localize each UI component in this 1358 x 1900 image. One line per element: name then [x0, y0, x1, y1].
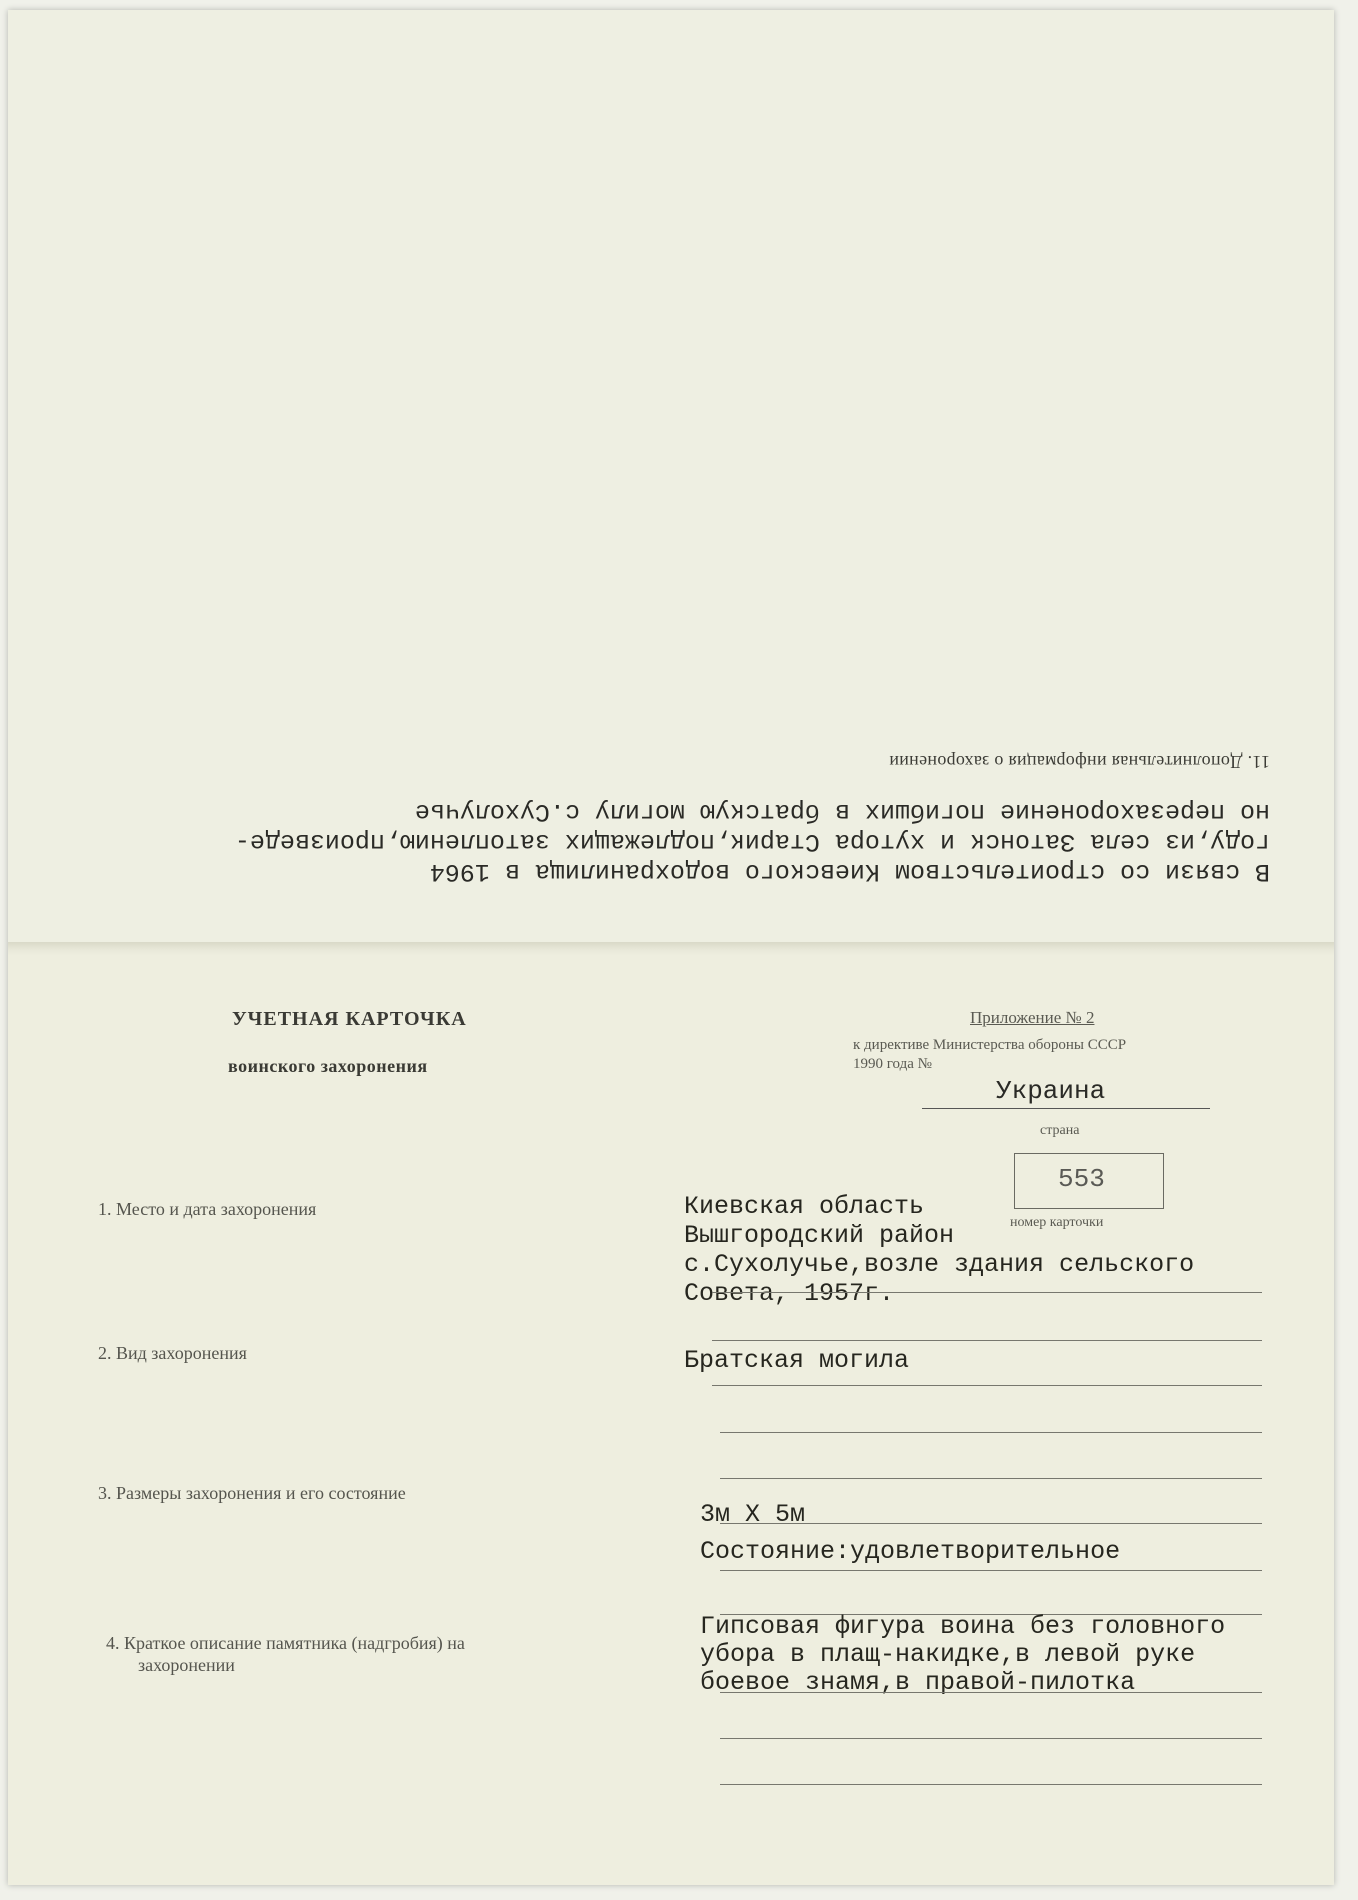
field-1-label: 1. Место и дата захоронения — [98, 1199, 317, 1219]
field-4-rule — [720, 1738, 1262, 1739]
field-2-rule — [720, 1432, 1262, 1433]
field-1-rule — [712, 1292, 1262, 1293]
paper-fold — [8, 942, 1334, 956]
field-1-line: Вышгородский район — [684, 1221, 955, 1250]
field-3-rule — [720, 1523, 1262, 1524]
directive-line: 1990 года № — [853, 1056, 932, 1072]
country-label: страна — [1040, 1123, 1080, 1138]
additional-info-line: В связи со строительством Киевского водохранилища в 1964 — [429, 857, 1270, 886]
field-2-rule — [712, 1385, 1262, 1386]
field-3-rule — [720, 1570, 1262, 1571]
field-2-rule — [720, 1478, 1262, 1479]
field-1-line: Киевская область — [684, 1192, 925, 1221]
field-4-line: убора в плащ-накидке,в левой руке — [700, 1640, 1196, 1669]
field-1-line: с.Сухолучье,возле здания сельского — [684, 1250, 1195, 1279]
field-4-label-cont: захоронении — [138, 1655, 235, 1675]
field-4-label: 4. Краткое описание памятника (надгробия) на — [106, 1633, 465, 1653]
country-underline — [922, 1108, 1210, 1109]
additional-info-title: 11. Дополнительная информация о захоронении — [889, 752, 1270, 772]
additional-info-line: году,из села Затонск и хутора Старик,подлежащих затоплению,произведе- — [234, 827, 1270, 856]
directive-text — [853, 1036, 1126, 1074]
card-title: УЧЕТНАЯ КАРТОЧКА — [232, 1008, 467, 1030]
field-4-rule — [720, 1692, 1262, 1693]
additional-info-text — [235, 796, 1300, 886]
card-number-label: номер карточки — [1010, 1215, 1104, 1230]
field-4-rule — [720, 1784, 1262, 1785]
field-2-value: Братская могила — [684, 1346, 910, 1375]
card-number: 553 — [1058, 1164, 1105, 1194]
field-3-size: 3м Х 5м — [700, 1500, 806, 1529]
field-3-label: 3. Размеры захоронения и его состояние — [98, 1483, 406, 1503]
directive-line: к директиве Министерства обороны СССР — [853, 1037, 1127, 1053]
field-4-line: боевое знамя,в правой-пилотка — [700, 1668, 1136, 1697]
field-2-label: 2. Вид захоронения — [98, 1343, 247, 1363]
field-1-line: Совета, 1957г. — [684, 1279, 895, 1308]
field-3-state: Состояние:удовлетворительное — [700, 1537, 1121, 1566]
country-value: Украина — [996, 1076, 1106, 1106]
appendix-label: Приложение № 2 — [970, 1008, 1095, 1027]
upside-down-section — [30, 700, 1300, 900]
additional-info-line: но перезахоронение погибших в братскую могилу с.Сухолучье — [414, 797, 1270, 826]
field-4-line: Гипсовая фигура воина без головного — [700, 1612, 1226, 1641]
field-1-rule — [712, 1340, 1262, 1341]
card-subtitle: воинского захоронения — [228, 1056, 428, 1076]
